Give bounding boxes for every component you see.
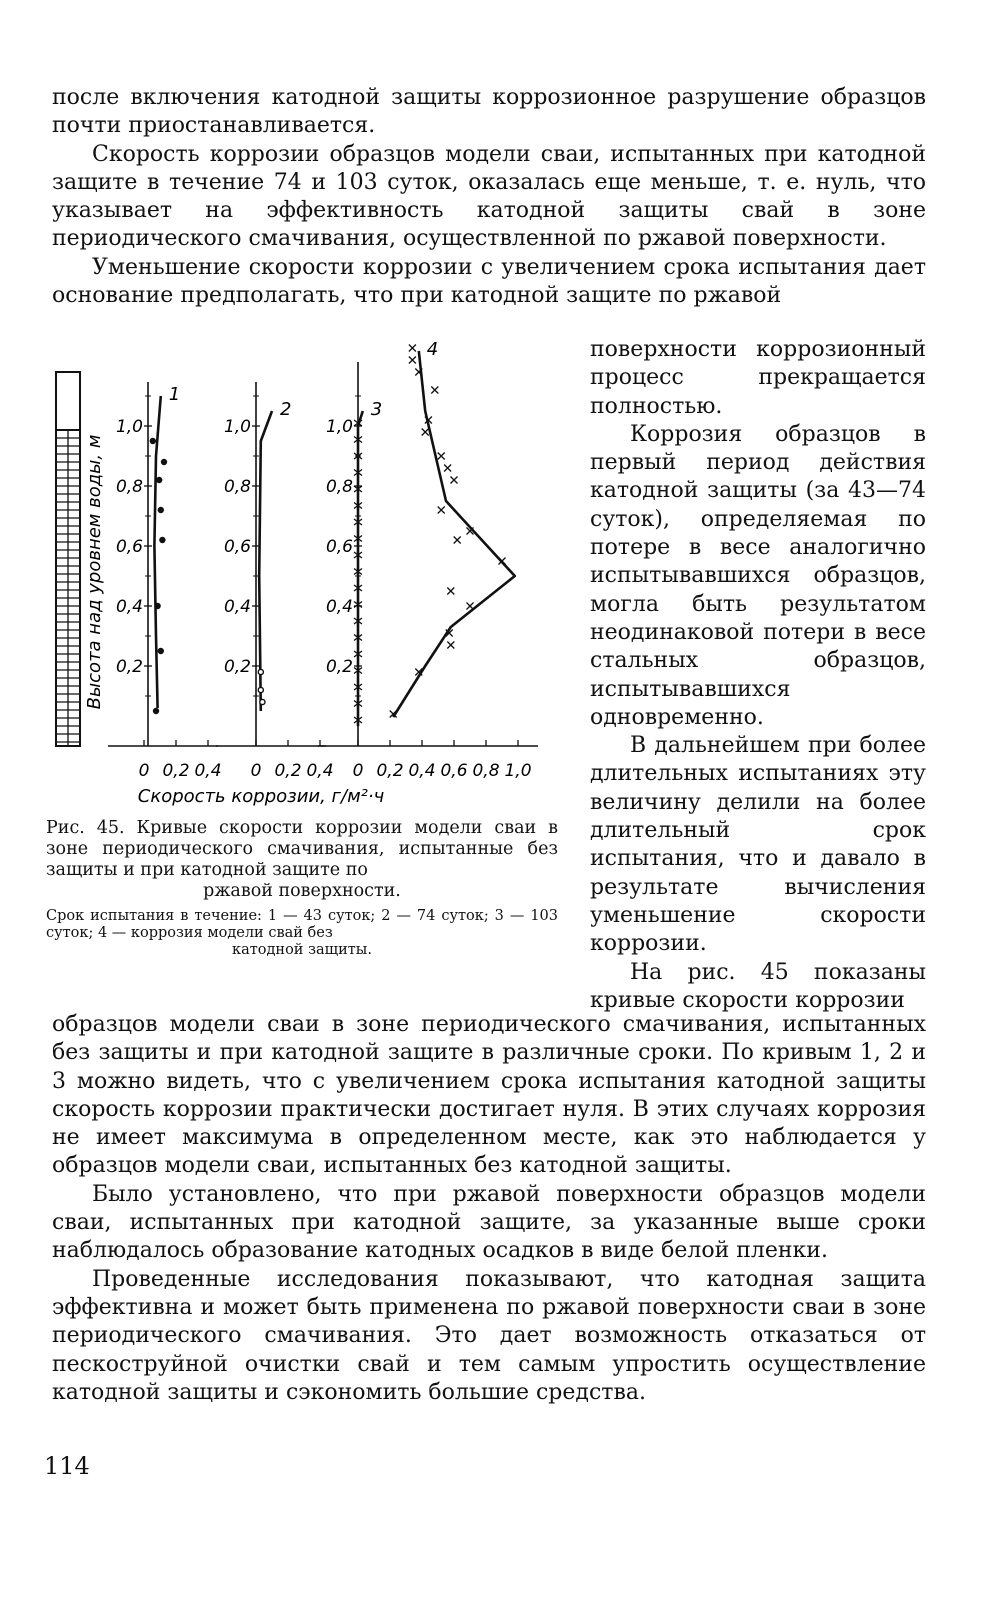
- y-tick-label: 0,4: [223, 597, 251, 617]
- pile-model: [56, 372, 80, 746]
- x-tick-label: 0,4: [306, 761, 334, 781]
- data-point-4: [438, 453, 445, 460]
- x-tick-label: 0,4: [194, 761, 222, 781]
- caption-legend-end: катодной защиты.: [232, 942, 372, 958]
- data-point-4: [447, 642, 454, 649]
- curve-label-1: 1: [168, 384, 181, 405]
- side-paragraph-3: В дальнейшем при более длительных испытаниях эту величину делили на более длительный срок испытания, что и давало в результате вычисления уменьшение скорости коррозии.: [590, 733, 926, 957]
- y-tick-label: 0,2: [223, 657, 251, 677]
- x-tick-label: 0,8: [472, 761, 500, 781]
- data-point: [158, 648, 164, 654]
- curve-2: [259, 411, 272, 711]
- caption-main: Рис. 45. Кривые скорости коррозии модели сваи в зоне периодического смачивания, испытанные без защиты и при катодной защите по: [46, 818, 558, 880]
- side-paragraph-4: На рис. 45 показаны кривые скорости коррозии: [590, 959, 926, 1013]
- paragraph-3: Уменьшение скорости коррозии с увеличением срока испытания дает основание предполагать, что при катодной защите по ржавой: [52, 254, 926, 309]
- y-tick-label: 1,0: [115, 417, 143, 437]
- figure-45-chart: [46, 339, 566, 822]
- y-tick-label: 0,8: [325, 477, 353, 497]
- data-point: [158, 507, 164, 513]
- y-tick-label: 0,6: [115, 537, 143, 557]
- side-paragraph-2: Коррозия образцов в первый период действия катодной защиты (за 43—74 суток), определяемая по потере в весе аналогично испытывавшихся образцов, могла быть результатом неодинаковой потери в весе стальных образцов, испытывавшихся одновременно.: [590, 421, 926, 730]
- x-tick-label: 0,2: [376, 761, 404, 781]
- data-point-4: [431, 387, 438, 394]
- bottom-text-block: [52, 1011, 926, 1407]
- data-point: [159, 537, 165, 543]
- data-point-4: [467, 603, 474, 610]
- curve-4: [393, 351, 515, 717]
- y-tick-label: 0,2: [325, 657, 353, 677]
- x-tick-label: 0,2: [274, 761, 302, 781]
- top-text-block: [52, 84, 926, 310]
- y-tick-label: 0,6: [223, 537, 251, 557]
- x-tick-label: 1,0: [504, 761, 532, 781]
- data-point-4: [451, 477, 458, 484]
- curve-label-4: 4: [426, 339, 439, 360]
- data-point: [153, 708, 159, 714]
- data-point-4: [454, 537, 461, 544]
- bottom-paragraph-2: Было установлено, что при ржавой поверхности образцов модели сваи, испытанных при катодной защите, за указанные выше сроки наблюдалось образование катодных осадков в виде белой пленки.: [52, 1181, 926, 1264]
- data-point: [154, 603, 160, 609]
- bottom-paragraph-3: Проведенные исследования показывают, что катодная защита эффективна и может быть применена по ржавой поверхности сваи в зоне периодического смачивания. Это дает возможность отказаться от пескоструйной очистки свай и тем самым упростить осуществление катодной защиты и сэкономить большие средства.: [52, 1266, 926, 1405]
- bottom-paragraph-1: образцов модели сваи в зоне периодического смачивания, испытанных без защиты и при катодной защите в различные сроки. По кривым 1, 2 и 3 можно видеть, что с увеличением срока испытания катодной защиты скорость коррозии практически достигает нуля. В этих случаях коррозия не имеет максимума в определенном месте, как это наблюдается у образцов модели сваи, испытанных без катодной защиты.: [52, 1012, 926, 1179]
- x-tick-label: 0: [352, 761, 364, 781]
- chart-panel-1: [108, 382, 222, 781]
- y-tick-label: 1,0: [325, 417, 353, 437]
- x-axis-label: Скорость коррозии, г/м²·ч: [137, 786, 385, 807]
- y-axis-label: Высота над уровнем воды, м: [84, 434, 105, 710]
- data-point-4: [422, 429, 429, 436]
- side-text-column: [590, 336, 926, 1015]
- side-paragraph-1: поверхности коррозионный процесс прекращается полностью.: [590, 337, 926, 419]
- paragraph-2: Скорость коррозии образцов модели сваи, испытанных при катодной защите в течение 74 и 103 суток, оказалась еще меньше, т. е. нуль, что указывает на эффективность катодной защиты свай в зоне периодического смачивания, осуществленной по ржавой поверхности.: [52, 141, 926, 252]
- y-tick-label: 0,4: [115, 597, 143, 617]
- x-tick-label: 0: [250, 761, 262, 781]
- data-point-4: [409, 357, 416, 364]
- data-point: [161, 459, 167, 465]
- y-tick-label: 0,8: [223, 477, 251, 497]
- chart-panel-2: [216, 382, 334, 781]
- figure-caption: [46, 818, 558, 959]
- data-point-4: [438, 507, 445, 514]
- data-point: [156, 477, 162, 483]
- curve-label-2: 2: [280, 399, 292, 420]
- page-number: 114: [44, 1452, 90, 1480]
- data-point: [258, 669, 263, 674]
- chart-panel-3: [318, 339, 538, 781]
- caption-legend: Срок испытания в течение: 1 — 43 суток; 2 — 74 суток; 3 — 103 суток; 4 — коррозия модели свай без: [46, 908, 558, 941]
- data-point: [260, 699, 265, 704]
- curve-label-3: 3: [370, 399, 383, 420]
- x-tick-label: 0,6: [440, 761, 468, 781]
- y-tick-label: 0,6: [325, 537, 353, 557]
- x-tick-label: 0: [138, 761, 150, 781]
- data-point-4: [409, 345, 416, 352]
- data-point-4: [447, 588, 454, 595]
- data-point: [150, 438, 156, 444]
- caption-main-end: ржавой поверхности.: [203, 881, 401, 901]
- y-tick-label: 1,0: [223, 417, 251, 437]
- data-point-4: [444, 465, 451, 472]
- paragraph-1: после включения катодной защиты коррозионное разрушение образцов почти приостанавливается.: [52, 85, 926, 139]
- y-tick-label: 0,4: [325, 597, 353, 617]
- x-tick-label: 0,4: [408, 761, 436, 781]
- y-tick-label: 0,8: [115, 477, 143, 497]
- x-tick-label: 0,2: [162, 761, 190, 781]
- data-point: [258, 687, 263, 692]
- y-tick-label: 0,2: [115, 657, 143, 677]
